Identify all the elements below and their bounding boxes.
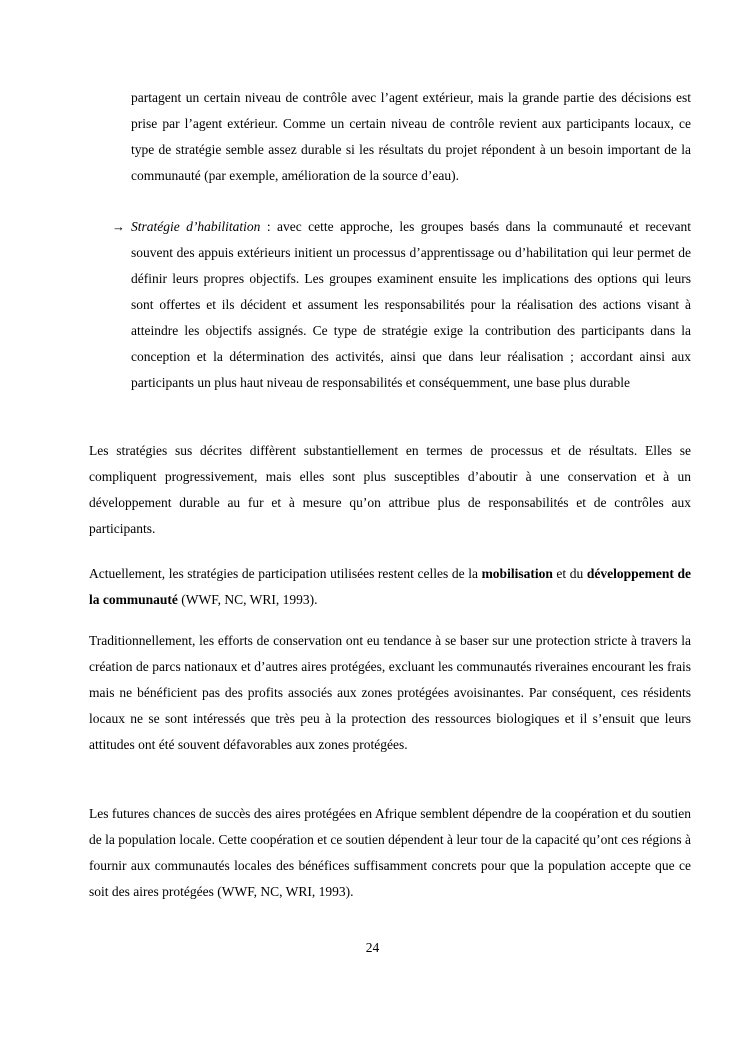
bullet-text: : avec cette approche, les groupes basés dans la communauté et recevant souvent des appuis extérieurs initient un processus d’apprentissage ou d’habilitation qui leur permet de définir leurs propres objectifs. Les groupes examinent ensuite les implications des options qui leurs sont offertes et ils décident et assument les responsabilités pour la réalisation des actions visant à atteindre les objectifs assignés. Ce type de stratégie exige la contribution des participants dans la conception et la détermination des activités, ainsi que dans leur réalisation ; accordant ainsi aux participants un plus haut niveau de responsabilités et conséquemment, une base plus durable	[131, 219, 691, 390]
page-number: 24	[365, 940, 380, 955]
p2-text-2: et du	[552, 566, 587, 581]
continuation-paragraph: partagent un certain niveau de contrôle avec l’agent extérieur, mais la grande partie des décisions est prise par l’agent extérieur. Comme un certain niveau de contrôle revient aux participants locaux, ce type de stratégie semble assez durable si les résultats du projet répondent à un besoin important de la communauté (par exemple, amélioration de la source d’eau).	[131, 90, 691, 183]
paragraph-strategies: Les stratégies sus décrites diffèrent substantiellement en termes de processus et de résultats. Elles se compliquent progressivement, mais elles sont plus susceptibles d’aboutir à une conservation et à un développement durable au fur et à mesure qu’on attribue plus de responsabilités et de contrôles aux participants.	[89, 443, 691, 536]
p2-bold-developpement: développement de la communauté	[89, 566, 692, 607]
p2-text-1: Actuellement, les stratégies de participation utilisées restent celles de la	[89, 566, 482, 581]
p2-text-3: (WWF, NC, WRI, 1993).	[177, 592, 318, 607]
paragraph-traditional-conservation: Traditionnellement, les efforts de conservation ont eu tendance à se baser sur une protection stricte à travers la création de parcs nationaux et d’autres aires protégées, excluant les communautés riveraines encourant les frais mais ne bénéficient pas des profits associés aux zones protégées avoisinantes. Par conséquent, ces résidents locaux ne se sont intéressés que très peu à la protection des ressources biologiques et il s’ensuit que leurs attitudes ont été souvent défavorables aux zones protégées.	[89, 633, 691, 752]
paragraph-future-chances: Les futures chances de succès des aires protégées en Afrique semblent dépendre de la coopération et du soutien de la population locale. Cette coopération et ce soutien dépendent à leur tour de la capacité qu’ont ces régions à fournir aux communautés locales des bénéfices suffisamment concrets pour que la population accepte que ce soit des aires protégées (WWF, NC, WRI, 1993).	[89, 806, 692, 899]
p2-bold-mobilisation: mobilisation	[481, 566, 553, 581]
arrow-bullet-icon: →	[112, 219, 125, 234]
paragraph-current-strategies	[89, 561, 691, 613]
bullet-paragraph	[131, 214, 691, 396]
bullet-term: Stratégie d’habilitation	[131, 219, 261, 234]
